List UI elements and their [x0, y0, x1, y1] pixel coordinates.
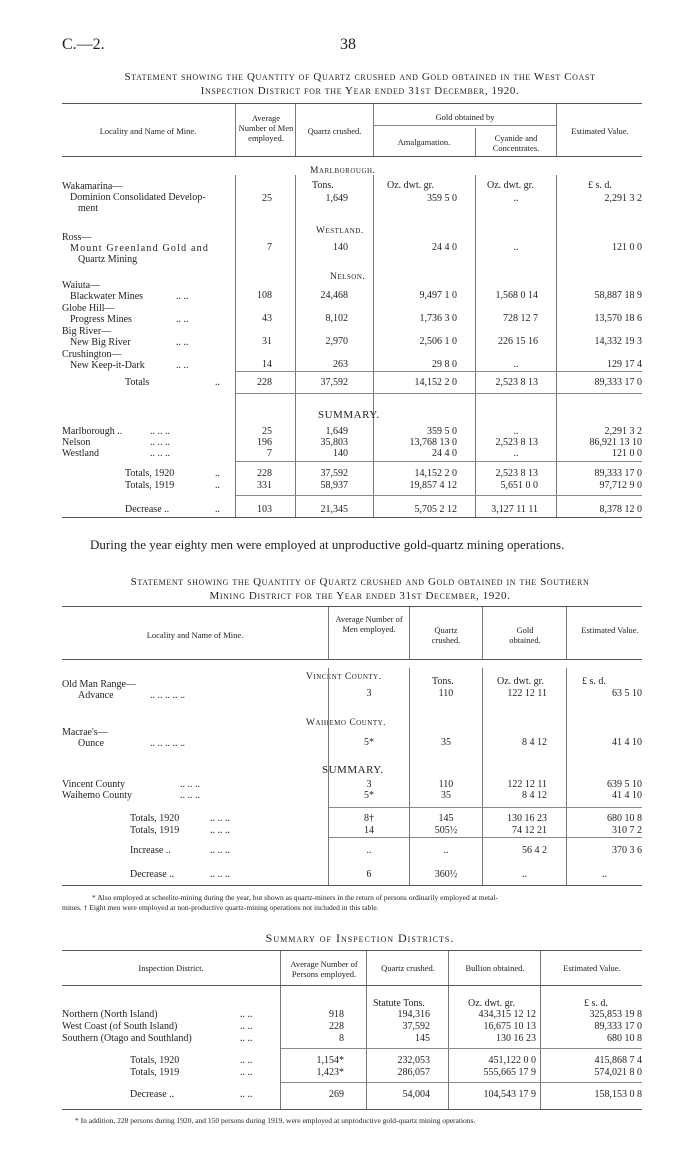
col-divider — [328, 607, 329, 659]
vincent-heading: Vincent County. — [306, 672, 382, 682]
tons-value: 54,004 — [402, 1089, 430, 1100]
leader-dots: .. .. — [176, 291, 189, 302]
page-number: 38 — [340, 36, 356, 53]
header-amalgamation: Amalgamation. — [397, 137, 451, 147]
men-value: 25 — [262, 193, 272, 204]
unit-value: £ s. d. — [584, 998, 608, 1009]
tons-value: 1,649 — [325, 193, 348, 204]
header-men: Average Number of Men employed. — [335, 614, 403, 634]
amalgamation-value: 24 4 0 — [432, 242, 457, 253]
header-gold: Gold obtained. — [509, 625, 541, 645]
header-value: Estimated Value. — [571, 126, 629, 136]
persons-value: 1,423* — [316, 1067, 344, 1078]
col-divider — [448, 951, 449, 985]
men-value: 8† — [364, 813, 374, 824]
estimated-value: 325,853 19 8 — [589, 1009, 642, 1020]
amalgamation-value: 24 4 0 — [432, 448, 457, 459]
amalgamation-value: 1,736 3 0 — [419, 313, 457, 324]
mine-name: Ounce — [78, 738, 105, 749]
summary-name: Vincent County — [62, 779, 126, 790]
bullion-value: 104,543 17 9 — [483, 1089, 536, 1100]
gold-value: 74 12 21 — [512, 825, 547, 836]
leader-dots: .. .. .. — [210, 813, 230, 824]
unit-tons: Statute Tons. — [373, 998, 425, 1009]
district-name: Decrease .. — [130, 1089, 175, 1100]
leader-dots: .. .. — [240, 1009, 253, 1020]
col-divider — [556, 175, 557, 517]
cyanide-value: 2,523 8 13 — [495, 377, 538, 388]
men-value: 7 — [267, 242, 272, 253]
gold-value: 8 4 12 — [522, 737, 547, 748]
unproductive-note: During the year eighty men were employed at unproductive gold-quartz mining operations. — [90, 537, 565, 552]
summary-name: Decrease .. — [130, 869, 175, 880]
header-locality: Locality and Name of Mine. — [146, 630, 244, 640]
unit-oz: Oz. dwt. gr. — [487, 180, 534, 191]
amalgamation-value: 19,857 4 12 — [409, 480, 457, 491]
amalgamation-value: 14,152 2 0 — [414, 468, 457, 479]
persons-value: 228 — [329, 1021, 344, 1032]
estimated-value: 58,887 18 9 — [594, 290, 642, 301]
unit-value: £ s. d. — [588, 180, 612, 191]
tons-value: 2,970 — [325, 336, 348, 347]
tons-value: 360½ — [434, 869, 458, 880]
rule — [62, 659, 642, 660]
mine-name: Progress Mines — [70, 314, 132, 325]
men-value: 3 — [366, 779, 372, 790]
group-label: Big River— — [62, 326, 112, 337]
col-divider — [235, 175, 236, 517]
summary-name: Nelson — [62, 437, 91, 448]
estimated-value: .. — [602, 869, 607, 880]
col-divider — [328, 668, 329, 885]
estimated-value: 370 3 6 — [612, 845, 642, 856]
group-label: Macrae's— — [62, 727, 108, 738]
rule — [236, 495, 642, 496]
men-value: 196 — [257, 437, 272, 448]
leader-dots: .. .. — [176, 337, 189, 348]
bullion-value: 16,675 10 13 — [483, 1021, 536, 1032]
rule — [62, 156, 642, 157]
rule — [281, 1048, 642, 1049]
gold-value: 56 4 2 — [522, 845, 547, 856]
men-value: 31 — [262, 336, 272, 347]
amalgamation-value: 359 5 0 — [427, 193, 457, 204]
summary-heading: SUMMARY. — [318, 409, 380, 421]
nelson-heading: Nelson. — [330, 272, 366, 282]
tons-value: 140 — [333, 448, 348, 459]
summary-heading: SUMMARY. — [322, 764, 384, 776]
leader-dots: .. .. .. .. .. — [150, 738, 185, 749]
col-divider — [409, 607, 410, 659]
men-value: 108 — [257, 290, 272, 301]
amalgamation-value: 5,705 2 12 — [414, 504, 457, 515]
cyanide-value: .. — [513, 242, 519, 253]
estimated-value: 121 0 0 — [612, 448, 642, 459]
col-divider — [280, 951, 281, 985]
summary-name: Increase .. — [130, 845, 171, 856]
tons-value: 35 — [441, 790, 451, 801]
summary-name: Waihemo County — [62, 790, 133, 801]
header-quartz: Quartz crushed. — [431, 625, 461, 645]
leader-dots: .. — [215, 480, 220, 491]
mine-name: Blackwater Mines — [70, 291, 144, 302]
col-divider — [566, 607, 567, 659]
estimated-value: 415,868 7 4 — [594, 1055, 642, 1066]
leader-dots: .. .. .. — [180, 790, 200, 801]
cyanide-value: 2,523 8 13 — [495, 468, 538, 479]
rule — [236, 393, 642, 394]
mine-name: ment — [78, 203, 98, 214]
leader-dots: .. .. .. — [210, 845, 230, 856]
leader-dots: .. .. .. — [210, 869, 230, 880]
southern-title-line2: Mining District for the Year ended 31st December, 1920. — [209, 590, 511, 602]
rule — [236, 461, 642, 462]
header-value: Estimated Value. — [563, 963, 621, 973]
leader-dots: .. .. .. — [180, 779, 200, 790]
col-divider — [475, 175, 476, 517]
estimated-value: 13,570 18 6 — [594, 313, 642, 324]
cyanide-value: .. — [513, 448, 519, 459]
col-divider — [482, 668, 483, 885]
cyanide-value: 3,127 11 11 — [491, 504, 538, 515]
col-divider — [409, 668, 410, 885]
gold-value: 122 12 11 — [507, 779, 547, 790]
tons-value: 263 — [333, 359, 348, 370]
leader-dots: .. .. .. .. .. — [150, 690, 185, 701]
col-divider — [373, 175, 374, 517]
unit-oz: Oz. dwt. gr. — [387, 180, 434, 191]
bullion-value: 451,122 0 0 — [488, 1055, 536, 1066]
estimated-value: 89,333 17 0 — [594, 377, 642, 388]
men-value: 5* — [364, 790, 374, 801]
leader-dots: .. .. .. — [210, 825, 230, 836]
estimated-value: 86,921 13 10 — [589, 437, 642, 448]
men-value: 14 — [364, 825, 374, 836]
men-value: 43 — [262, 313, 272, 324]
amalgamation-value: 14,152 2 0 — [414, 377, 457, 388]
leader-dots: .. — [215, 377, 220, 388]
header-cyanide: Cyanide and Concentrates. — [492, 133, 540, 153]
tons-value: 35,803 — [320, 437, 348, 448]
totals-label: Totals, 1919 — [125, 480, 175, 491]
col-divider — [482, 607, 483, 659]
cyanide-value: .. — [513, 359, 519, 370]
cyanide-value: 728 12 7 — [503, 313, 538, 324]
header-gold: Gold obtained by — [435, 112, 495, 122]
totals-label: Totals, 1920 — [125, 468, 175, 479]
mine-name: Advance — [78, 690, 114, 701]
group-label: Globe Hill— — [62, 303, 115, 314]
rule — [281, 1082, 642, 1083]
amalgamation-value: 29 8 0 — [432, 359, 457, 370]
amalgamation-value: 359 5 0 — [427, 426, 457, 437]
unit-tons: Tons. — [432, 676, 454, 687]
tons-value: 194,316 — [397, 1009, 430, 1020]
west-coast-title-line1: Statement showing the Quantity of Quartz crushed and Gold obtained in the West Coast — [124, 71, 596, 83]
bullion-value: 130 16 23 — [496, 1033, 536, 1044]
southern-title-line1: Statement showing the Quantity of Quartz crushed and Gold obtained in the Southern — [130, 576, 590, 588]
col-divider — [540, 951, 541, 985]
summary-name: Totals, 1919 — [130, 825, 180, 836]
rule — [62, 517, 642, 518]
cyanide-value: .. — [513, 426, 519, 437]
rule — [62, 950, 642, 951]
summary-name: Totals, 1920 — [130, 813, 180, 824]
tons-value: 505½ — [434, 825, 458, 836]
estimated-value: 310 7 2 — [612, 825, 642, 836]
amalgamation-value: 13,768 13 0 — [409, 437, 457, 448]
rule — [62, 1109, 642, 1110]
estimated-value: 639 5 10 — [607, 779, 642, 790]
cyanide-value: 2,523 8 13 — [495, 437, 538, 448]
leader-dots: .. .. — [240, 1055, 253, 1066]
estimated-value: 129 17 4 — [607, 359, 642, 370]
men-value: 7 — [267, 448, 272, 459]
estimated-value: 8,378 12 0 — [599, 504, 642, 515]
leader-dots: .. .. .. — [150, 437, 170, 448]
mine-name: Dominion Consolidated Develop- — [70, 192, 206, 203]
rule — [62, 606, 642, 607]
footnote: * In addition, 228 persons during 1920, and 150 persons during 1919, were employed at unproductive gold-quartz mining operations. — [75, 1116, 476, 1125]
tons-value: 145 — [415, 1033, 430, 1044]
estimated-value: 14,332 19 3 — [594, 336, 642, 347]
inspection-title: Summary of Inspection Districts. — [265, 931, 455, 945]
tons-value: 110 — [438, 688, 454, 699]
men-value: 331 — [257, 480, 272, 491]
district-name: Totals, 1920 — [130, 1055, 180, 1066]
tons-value: 37,592 — [320, 377, 348, 388]
tons-value: 58,937 — [320, 480, 348, 491]
footnote: mines. † Eight men were employed at non-productive quartz-mining operations not included in this table. — [62, 903, 379, 912]
tons-value: .. — [443, 845, 449, 856]
totals-label: Totals — [125, 377, 150, 388]
mine-name: Quartz Mining — [78, 254, 138, 265]
persons-value: 1,154* — [316, 1055, 344, 1066]
tons-value: 37,592 — [320, 468, 348, 479]
mine-name: New Big River — [70, 337, 131, 348]
estimated-value: 41 4 10 — [612, 737, 642, 748]
col-divider — [556, 104, 557, 156]
tons-value: 286,057 — [397, 1067, 430, 1078]
men-value: .. — [366, 845, 372, 856]
estimated-value: 97,712 9 0 — [599, 480, 642, 491]
tons-value: 140 — [333, 242, 348, 253]
men-value: 5* — [364, 737, 374, 748]
group-label: Ross— — [62, 232, 92, 243]
estimated-value: 89,333 17 0 — [594, 468, 642, 479]
rule — [62, 885, 642, 886]
men-value: 228 — [257, 468, 272, 479]
tons-value: 1,649 — [325, 426, 348, 437]
unit-oz: Oz. dwt. gr. — [468, 998, 515, 1009]
rule — [62, 985, 642, 986]
men-value: 3 — [366, 688, 372, 699]
men-value: 6 — [366, 869, 372, 880]
estimated-value: 121 0 0 — [612, 242, 642, 253]
estimated-value: 41 4 10 — [612, 790, 642, 801]
leader-dots: .. .. .. — [150, 426, 170, 437]
estimated-value: 680 10 8 — [607, 1033, 642, 1044]
tons-value: 8,102 — [325, 313, 348, 324]
district-name: West Coast (of South Island) — [62, 1021, 178, 1032]
persons-value: 918 — [329, 1009, 344, 1020]
leader-dots: .. .. — [240, 1033, 253, 1044]
gold-value: 8 4 12 — [522, 790, 547, 801]
tons-value: 232,053 — [397, 1055, 430, 1066]
estimated-value: 158,153 0 8 — [594, 1089, 642, 1100]
header-quartz: Quartz crushed. — [381, 963, 435, 973]
bullion-value: 555,665 17 9 — [483, 1067, 536, 1078]
col-divider — [566, 668, 567, 885]
tons-value: 37,592 — [402, 1021, 430, 1032]
mine-name: New Keep-it-Dark — [70, 360, 145, 371]
rule — [62, 103, 642, 104]
group-label: Wakamarina— — [62, 181, 123, 192]
leader-dots: .. .. — [240, 1089, 253, 1100]
persons-value: 269 — [329, 1089, 344, 1100]
estimated-value: 680 10 8 — [607, 813, 642, 824]
unit-tons: Tons. — [312, 180, 334, 191]
page-code: C.—2. — [62, 36, 105, 53]
cyanide-value: 5,651 0 0 — [500, 480, 538, 491]
rule — [374, 125, 556, 126]
cyanide-value: .. — [513, 193, 519, 204]
west-coast-title-line2: Inspection District for the Year ended 31st December, 1920. — [200, 85, 520, 97]
cyanide-value: 226 15 16 — [498, 336, 538, 347]
bullion-value: 434,315 12 12 — [478, 1009, 536, 1020]
men-value: 103 — [257, 504, 272, 515]
header-district: Inspection District. — [138, 963, 204, 973]
district-name: Totals, 1919 — [130, 1067, 180, 1078]
col-divider — [475, 128, 476, 156]
gold-value: 122 12 11 — [507, 688, 547, 699]
leader-dots: .. — [215, 468, 220, 479]
header-persons: Average Number of Persons employed. — [290, 959, 358, 979]
unit-value: £ s. d. — [582, 676, 606, 687]
waihemo-heading: Waihemo County. — [306, 718, 387, 728]
tons-value: 24,468 — [320, 290, 348, 301]
group-label: Old Man Range— — [62, 679, 136, 690]
rule — [236, 371, 642, 372]
leader-dots: .. .. — [240, 1067, 253, 1078]
leader-dots: .. .. — [240, 1021, 253, 1032]
amalgamation-value: 2,506 1 0 — [419, 336, 457, 347]
col-divider — [366, 951, 367, 985]
westland-heading: Westland. — [316, 226, 364, 236]
men-value: 228 — [257, 377, 272, 388]
cyanide-value: 1,568 0 14 — [495, 290, 538, 301]
header-locality: Locality and Name of Mine. — [99, 126, 197, 136]
unit-oz: Oz. dwt. gr. — [497, 676, 544, 687]
tons-value: 21,345 — [320, 504, 348, 515]
mine-name: Mount Greenland Gold and — [70, 243, 210, 254]
header-value: Estimated Value. — [581, 625, 639, 635]
marlborough-heading: Marlborough. — [310, 166, 376, 176]
estimated-value: 63 5 10 — [612, 688, 642, 699]
leader-dots: .. .. — [176, 360, 189, 371]
district-name: Southern (Otago and Southland) — [62, 1033, 192, 1044]
men-value: 14 — [262, 359, 272, 370]
header-quartz: Quartz crushed. — [307, 126, 362, 136]
col-divider — [295, 175, 296, 517]
estimated-value: 89,333 17 0 — [594, 1021, 642, 1032]
totals-label: Decrease .. — [125, 504, 170, 515]
group-label: Waiuta— — [62, 280, 101, 291]
gold-value: 130 16 23 — [507, 813, 547, 824]
col-divider — [235, 104, 236, 156]
header-men: Average Number of Men employed. — [238, 113, 294, 143]
group-label: Crushington— — [62, 349, 122, 360]
rule — [329, 837, 642, 838]
estimated-value: 574,021 8 0 — [594, 1067, 642, 1078]
rule — [329, 807, 642, 808]
leader-dots: .. .. — [176, 314, 189, 325]
estimated-value: 2,291 3 2 — [604, 426, 642, 437]
estimated-value: 2,291 3 2 — [604, 193, 642, 204]
header-bullion: Bullion obtained. — [465, 963, 525, 973]
summary-name: Westland — [62, 448, 99, 459]
leader-dots: .. — [215, 504, 220, 515]
footnote: * Also employed at scheelite-mining during the year, but shown as quartz-miners in the return of persons ordinarily employed at metal- — [92, 893, 499, 902]
district-name: Northern (North Island) — [62, 1009, 158, 1020]
amalgamation-value: 9,497 1 0 — [419, 290, 457, 301]
tons-value: 145 — [438, 813, 454, 824]
persons-value: 8 — [339, 1033, 344, 1044]
leader-dots: .. .. .. — [150, 448, 170, 459]
tons-value: 110 — [438, 779, 454, 790]
summary-name: Marlborough .. — [62, 426, 123, 437]
tons-value: 35 — [441, 737, 451, 748]
men-value: 25 — [262, 426, 272, 437]
gold-value: .. — [522, 869, 527, 880]
